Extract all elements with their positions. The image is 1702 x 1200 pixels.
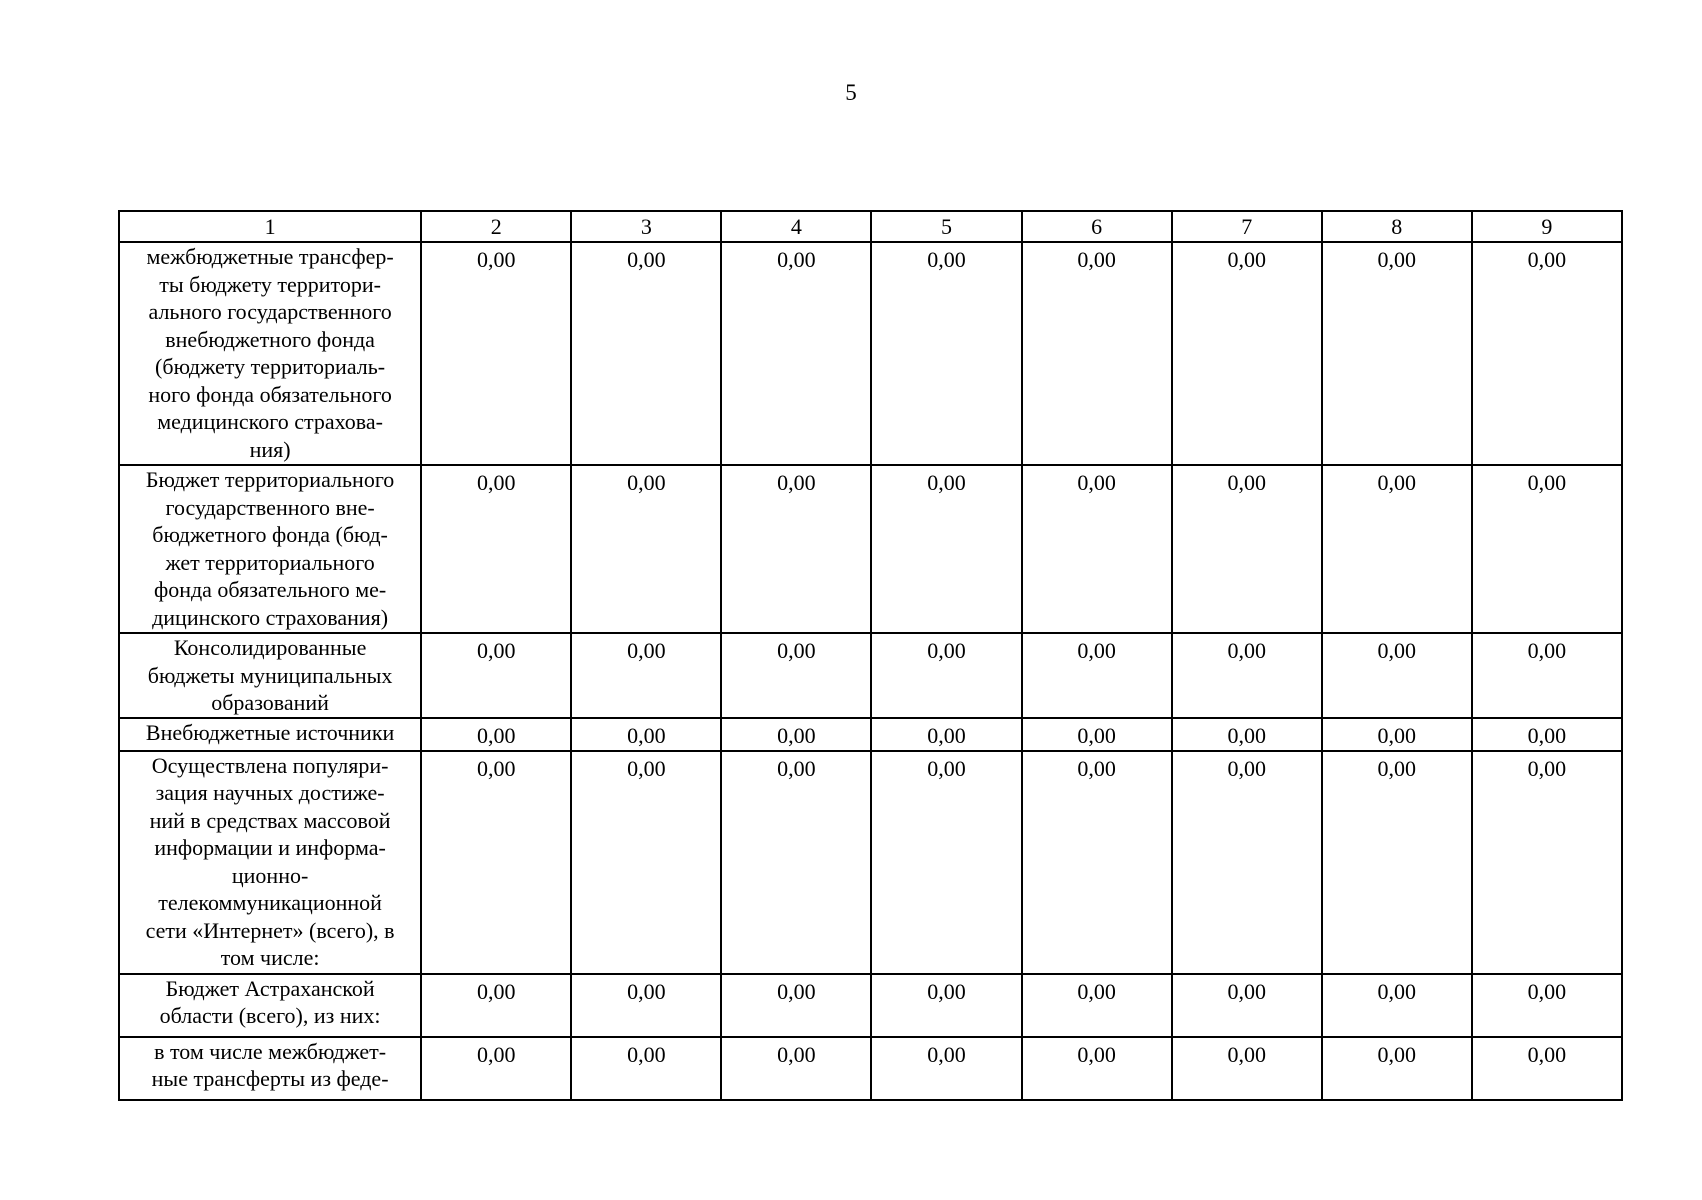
value-cell: 0,00 (571, 465, 721, 633)
value-cell: 0,00 (1322, 465, 1472, 633)
value-cell: 0,00 (571, 1037, 721, 1100)
value-cell: 0,00 (1472, 751, 1622, 974)
value-cell: 0,00 (1172, 1037, 1322, 1100)
page-number: 5 (845, 80, 857, 105)
value-cell: 0,00 (571, 242, 721, 465)
value-cell: 0,00 (871, 465, 1021, 633)
value-cell: 0,00 (871, 242, 1021, 465)
value-cell: 0,00 (1022, 465, 1172, 633)
table-row (119, 465, 1622, 633)
value-cell: 0,00 (1022, 974, 1172, 1037)
value-cell: 0,00 (1022, 718, 1172, 751)
value-cell: 0,00 (571, 718, 721, 751)
value-cell: 0,00 (721, 718, 871, 751)
column-header: 1 (119, 211, 421, 242)
value-cell: 0,00 (721, 1037, 871, 1100)
row-label: Бюджет Астраханской области (всего), из них: (119, 974, 421, 1037)
value-cell: 0,00 (1472, 1037, 1622, 1100)
value-cell: 0,00 (1172, 242, 1322, 465)
value-cell: 0,00 (1022, 633, 1172, 718)
value-cell: 0,00 (1172, 465, 1322, 633)
value-cell: 0,00 (571, 751, 721, 974)
column-header: 8 (1322, 211, 1472, 242)
value-cell: 0,00 (1322, 1037, 1472, 1100)
table-row (119, 633, 1622, 718)
row-label: Внебюджетные источники (119, 718, 421, 751)
column-header: 3 (571, 211, 721, 242)
value-cell: 0,00 (1322, 633, 1472, 718)
value-cell: 0,00 (1472, 633, 1622, 718)
value-cell: 0,00 (421, 718, 571, 751)
value-cell: 0,00 (871, 974, 1021, 1037)
value-cell: 0,00 (1172, 633, 1322, 718)
table-row (119, 751, 1622, 974)
value-cell: 0,00 (871, 1037, 1021, 1100)
column-header: 2 (421, 211, 571, 242)
value-cell: 0,00 (421, 242, 571, 465)
value-cell: 0,00 (721, 974, 871, 1037)
column-header: 4 (721, 211, 871, 242)
header-row (119, 211, 1622, 242)
value-cell: 0,00 (571, 633, 721, 718)
column-header: 7 (1172, 211, 1322, 242)
value-cell: 0,00 (871, 718, 1021, 751)
column-header: 5 (871, 211, 1021, 242)
value-cell: 0,00 (1472, 465, 1622, 633)
row-label: в том числе межбюджет- ные трансферты из феде- (119, 1037, 421, 1100)
value-cell: 0,00 (1022, 242, 1172, 465)
value-cell: 0,00 (721, 751, 871, 974)
table-row (119, 1037, 1622, 1100)
value-cell: 0,00 (721, 465, 871, 633)
value-cell: 0,00 (1022, 1037, 1172, 1100)
value-cell: 0,00 (1322, 751, 1472, 974)
value-cell: 0,00 (1472, 974, 1622, 1037)
table-row (119, 242, 1622, 465)
value-cell: 0,00 (1022, 751, 1172, 974)
value-cell: 0,00 (1322, 242, 1472, 465)
value-cell: 0,00 (1322, 718, 1472, 751)
value-cell: 0,00 (421, 751, 571, 974)
value-cell: 0,00 (421, 974, 571, 1037)
row-label: Консолидированные бюджеты муниципальных образований (119, 633, 421, 718)
budget-table (118, 210, 1623, 1101)
value-cell: 0,00 (1172, 751, 1322, 974)
value-cell: 0,00 (1172, 718, 1322, 751)
column-header: 6 (1022, 211, 1172, 242)
row-label: Осуществлена популяри- зация научных достиже- ний в средствах массовой информации и информа- ционно- телекоммуникационной сети «Интернет» (всего), в том числе: (119, 751, 421, 974)
table-row (119, 974, 1622, 1037)
value-cell: 0,00 (571, 974, 721, 1037)
table-row (119, 718, 1622, 751)
value-cell: 0,00 (421, 633, 571, 718)
value-cell: 0,00 (421, 1037, 571, 1100)
row-label: Бюджет территориального государственного вне- бюджетного фонда (бюд- жет территориального фонда обязательного ме- дицинского страхования) (119, 465, 421, 633)
value-cell: 0,00 (721, 633, 871, 718)
value-cell: 0,00 (1172, 974, 1322, 1037)
value-cell: 0,00 (1472, 242, 1622, 465)
value-cell: 0,00 (1472, 718, 1622, 751)
row-label: межбюджетные трансфер- ты бюджету территори- ального государственного внебюджетного фонда (бюджету территориаль- ного фонда обязательного медицинского страхова- ния) (119, 242, 421, 465)
value-cell: 0,00 (871, 633, 1021, 718)
value-cell: 0,00 (421, 465, 571, 633)
column-header: 9 (1472, 211, 1622, 242)
value-cell: 0,00 (721, 242, 871, 465)
value-cell: 0,00 (871, 751, 1021, 974)
value-cell: 0,00 (1322, 974, 1472, 1037)
